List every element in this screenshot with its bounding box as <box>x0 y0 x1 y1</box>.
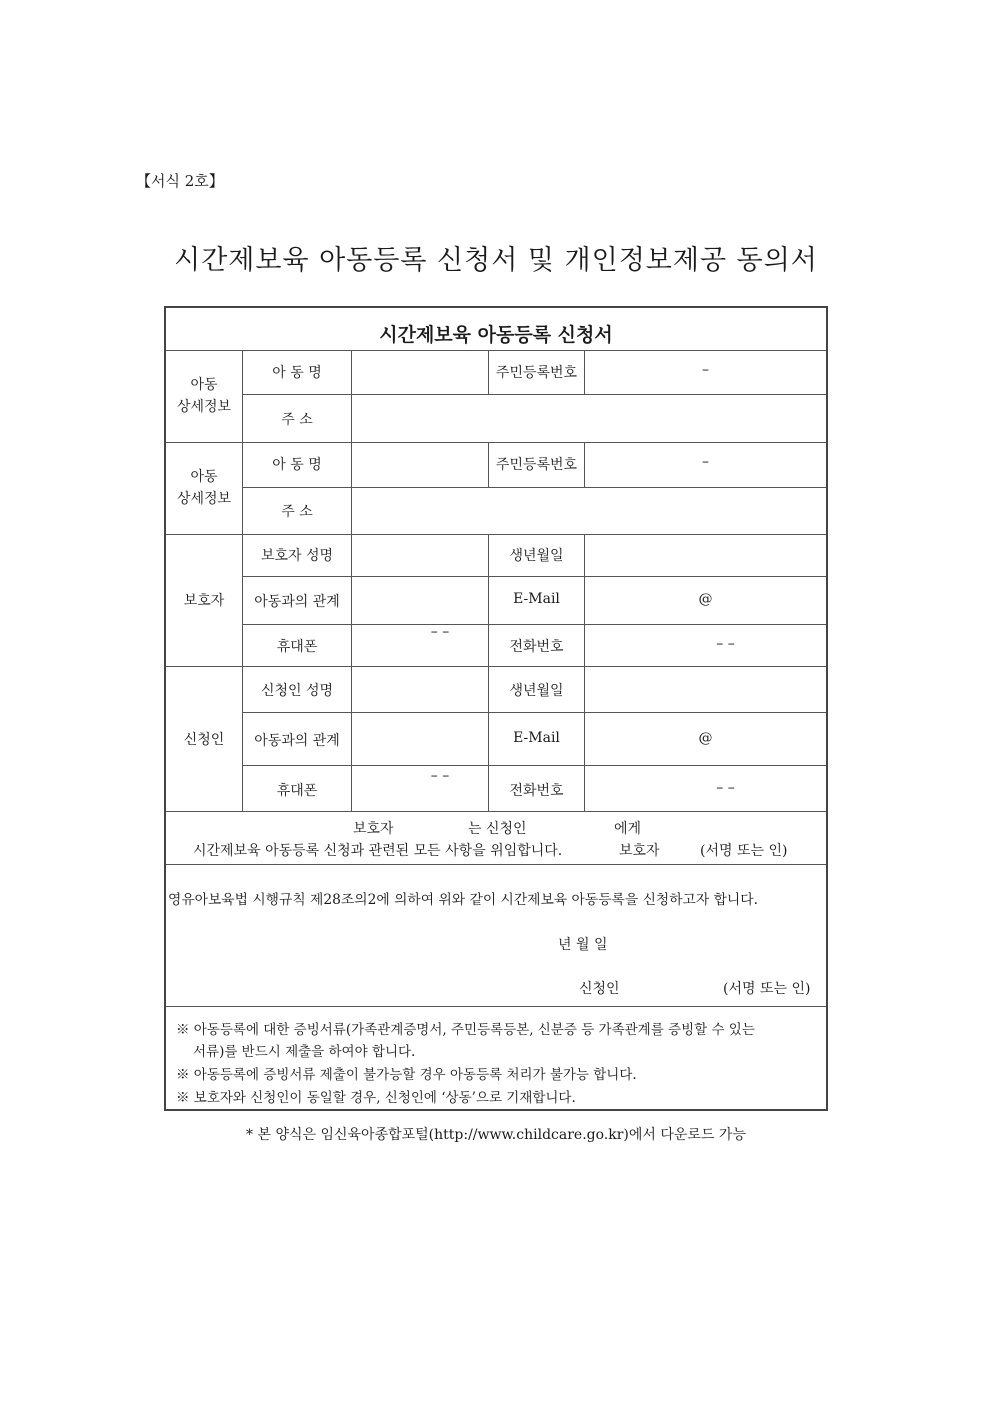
guardian-birth-label: 생년월일 <box>509 548 564 564</box>
note-item: ※ 보호자와 신청인이 동일할 경우, 신청인에 ‘상동’으로 기재합니다. <box>176 1090 576 1106</box>
delegation-signer-label: 보호자 <box>619 843 660 859</box>
applicant-sign-label: 신청인 <box>579 981 620 997</box>
child-address-label: 주 소 <box>281 412 313 428</box>
declaration-text: 영유아보육법 시행규칙 제28조의2에 의하여 위와 같이 시간제보육 아동등록을 신청하고자 합니다. <box>168 892 758 908</box>
child-rrn-field[interactable]: – <box>702 362 709 378</box>
note-item: ※ 아동등록에 증빙서류 제출이 불가능할 경우 아동등록 처리가 불가능 합니다. <box>176 1067 637 1083</box>
delegation-to-label: 에게 <box>614 821 642 837</box>
guardian-name-label: 보호자 성명 <box>260 548 334 564</box>
child-name-label: 아 동 명 <box>272 457 322 473</box>
guardian-relation-field[interactable] <box>352 577 488 624</box>
delegation-signature-label[interactable]: (서명 또는 인) <box>700 843 788 859</box>
applicant-email-label: E-Mail <box>513 730 560 746</box>
applicant-phone-field[interactable]: – – <box>716 780 735 796</box>
section-child-details-2: 아동 상세정보 <box>176 469 232 507</box>
applicant-mobile-field[interactable]: – – <box>430 768 450 784</box>
guardian-birth-field[interactable] <box>585 535 826 576</box>
applicant-relation-label: 아동과의 관계 <box>254 733 340 749</box>
child-name-label: 아 동 명 <box>272 365 322 381</box>
child-rrn-label: 주민등록번호 <box>495 365 578 381</box>
section-guardian: 보호자 <box>183 593 225 609</box>
applicant-signature-label[interactable]: (서명 또는 인) <box>723 981 811 997</box>
child-name-field[interactable] <box>352 443 488 487</box>
delegation-applicant-label: 는 신청인 <box>468 821 527 837</box>
applicant-mobile-label: 휴대폰 <box>276 783 318 799</box>
delegation-statement: 시간제보육 아동등록 신청과 관련된 모든 사항을 위임합니다. <box>193 843 563 859</box>
guardian-phone-field[interactable]: – – <box>716 636 735 652</box>
child-rrn-field[interactable]: – <box>702 454 709 470</box>
child-address-label: 주 소 <box>281 504 313 520</box>
guardian-email-label: E-Mail <box>513 591 560 607</box>
section-child-details-1: 아동 상세정보 <box>176 377 232 415</box>
child-address-field[interactable] <box>352 488 826 534</box>
applicant-name-label: 신청인 성명 <box>260 683 334 699</box>
note-item: 서류)를 반드시 제출을 하여야 합니다. <box>193 1044 416 1060</box>
applicant-email-field[interactable]: @ <box>698 730 713 746</box>
guardian-name-field[interactable] <box>352 535 488 576</box>
delegation-guardian-label: 보호자 <box>353 821 394 837</box>
table-title: 시간제보육 아동등록 신청서 <box>379 324 613 346</box>
applicant-name-field[interactable] <box>352 667 488 712</box>
guardian-relation-label: 아동과의 관계 <box>254 594 340 610</box>
guardian-phone-label: 전화번호 <box>509 639 564 655</box>
child-address-field[interactable] <box>352 395 826 441</box>
applicant-birth-label: 생년월일 <box>509 683 564 699</box>
child-name-field[interactable] <box>352 351 488 395</box>
document-title: 시간제보육 아동등록 신청서 및 개인정보제공 동의서 <box>174 245 818 276</box>
guardian-mobile-field[interactable]: – – <box>430 624 450 640</box>
form-number-label: 【서식 2호】 <box>136 172 224 190</box>
application-date[interactable]: 년 월 일 <box>558 937 608 953</box>
note-item: ※ 아동등록에 대한 증빙서류(가족관계증명서, 주민등록등본, 신분증 등 가족관계를 증빙할 수 있는 <box>176 1022 755 1038</box>
applicant-phone-label: 전화번호 <box>509 783 564 799</box>
application-form-table <box>164 306 828 1111</box>
guardian-email-field[interactable]: @ <box>698 591 713 607</box>
child-rrn-label: 주민등록번호 <box>495 457 578 473</box>
footer-note: * 본 양식은 임신육아종합포털(http://www.childcare.go.kr)에서 다운로드 가능 <box>246 1127 746 1143</box>
applicant-birth-field[interactable] <box>585 667 826 712</box>
section-applicant: 신청인 <box>183 732 225 748</box>
applicant-relation-field[interactable] <box>352 713 488 765</box>
guardian-mobile-label: 휴대폰 <box>276 639 318 655</box>
